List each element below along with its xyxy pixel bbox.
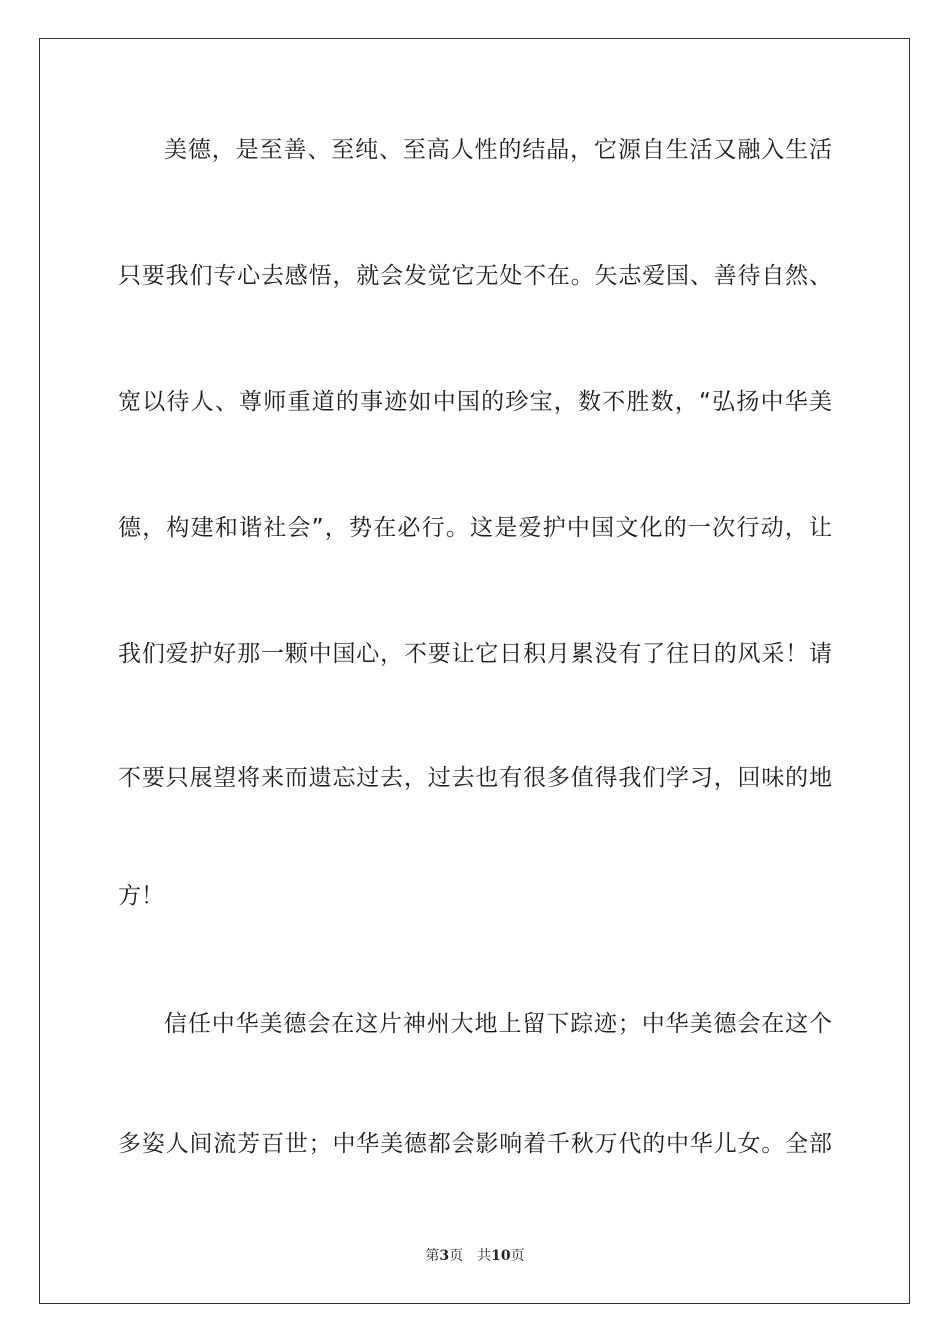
paragraph-1-line-1: 美德，是至善、至纯、至高人性的结晶，它源自生活又融入生活 <box>164 137 832 163</box>
paragraph-1-line-4: 德，构建和谐社会”，势在必行。这是爱护中国文化的一次行动，让 <box>118 515 832 541</box>
page-prefix: 第 <box>425 1248 440 1264</box>
total-pages: 10 <box>491 1248 511 1264</box>
paragraph-2-line-1: 信任中华美德会在这片神州大地上留下踪迹；中华美德会在这个 <box>164 1011 832 1037</box>
paragraph-1-line-2: 只要我们专心去感悟，就会发觉它无处不在。矢志爱国、善待自然、 <box>118 263 832 289</box>
page-number: 3 <box>439 1248 450 1264</box>
total-prefix: 共 <box>477 1248 492 1264</box>
paragraph-1-line-5: 我们爱护好那一颗中国心，不要让它日积月累没有了往日的风采！请 <box>118 641 832 667</box>
page-suffix: 页 <box>449 1248 464 1264</box>
paragraph-1-line-3: 宽以待人、尊师重道的事迹如中国的珍宝，数不胜数，“弘扬中华美 <box>118 389 832 415</box>
paragraph-2-line-2: 多姿人间流芳百世；中华美德都会影响着千秋万代的中华儿女。全部 <box>118 1131 832 1157</box>
paragraph-1-line-7: 方！ <box>118 883 164 909</box>
total-suffix: 页 <box>510 1248 525 1264</box>
paragraph-1-line-6: 不要只展望将来而遗忘过去，过去也有很多值得我们学习，回味的地 <box>118 765 832 791</box>
page-footer <box>0 1246 950 1266</box>
